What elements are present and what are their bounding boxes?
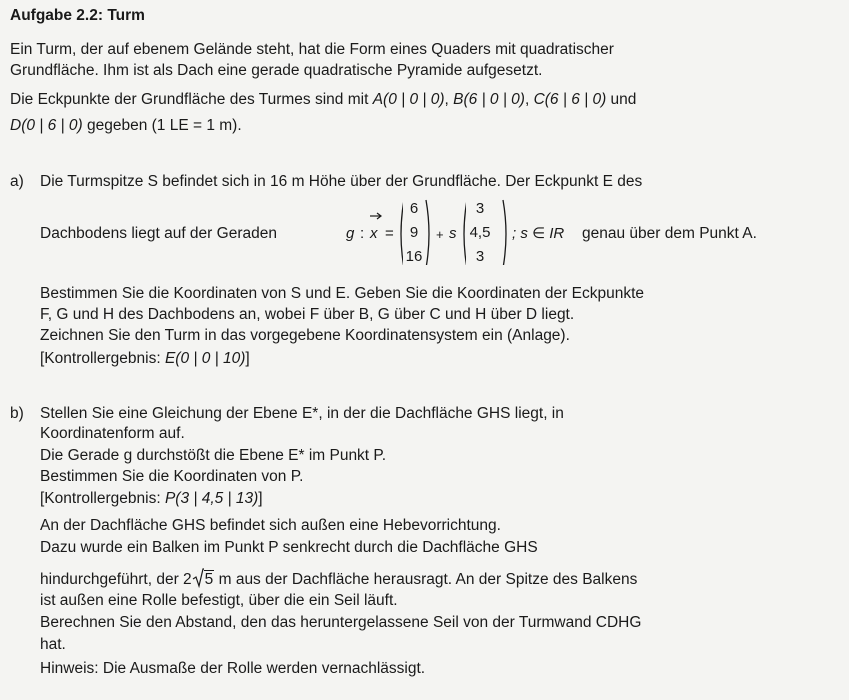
part-b-line-9: Berechnen Sie den Abstand, den das heruntergelassene Seil von der Turmwand CDHG: [40, 614, 642, 631]
task-title: Aufgabe 2.2: Turm: [10, 7, 145, 24]
sqrt-coefficient: 2: [183, 571, 192, 588]
part-b-line-4: Bestimmen Sie die Koordinaten von P.: [40, 468, 304, 485]
part-a-line-3: Bestimmen Sie die Koordinaten von S und E. Geben Sie die Koordinaten der Eckpunkte: [40, 285, 645, 302]
point-b: B(6 | 0 | 0): [453, 91, 525, 108]
intro-line-4-text: gegeben (1 LE = 1 m).: [86, 117, 242, 134]
part-a-check-close: ]: [245, 350, 250, 367]
vec1-z: 16: [405, 248, 423, 265]
eq-colon: :: [360, 225, 365, 242]
point-c: C(6 | 6 | 0): [533, 91, 607, 108]
part-b-line-1: Stellen Sie eine Gleichung der Ebene E*, in der die Dachfläche GHS liegt, in: [40, 405, 564, 422]
intro-line-3-text: Die Eckpunkte der Grundfläche des Turmes sind mit: [10, 91, 373, 108]
part-a-line-2-pre: Dachbodens liegt auf der Geraden: [40, 225, 277, 242]
right-paren-2-icon: [502, 199, 508, 265]
part-b-check: [40, 489, 263, 508]
eq-s: s: [449, 225, 457, 242]
point-e-result: E(0 | 0 | 10): [164, 350, 246, 367]
part-a-check-label: [Kontrollergebnis:: [40, 350, 165, 367]
part-a-line-2-post: genau über dem Punkt A.: [582, 225, 757, 242]
part-b-line-10: hat.: [40, 636, 66, 653]
part-a-check: [40, 349, 250, 368]
eq-x: x: [370, 225, 378, 242]
eq-g: g: [346, 225, 355, 242]
intro-line-4: [10, 116, 242, 135]
part-b-line-6: Dazu wurde ein Balken im Punkt P senkrecht durch die Dachfläche GHS: [40, 539, 538, 556]
eq-plus: +: [436, 227, 444, 242]
intro-und: und: [610, 91, 637, 108]
part-a-line-1: Die Turmspitze S befindet sich in 16 m Höhe über der Grundfläche. Der Eckpunkt E des: [40, 173, 643, 190]
vector-arrow-icon: [369, 212, 383, 220]
intro-line-3: Die Eckpunkte der Grundfläche des Turmes sind mit A(0 | 0 | 0), B(6 | 0 | 0), C(6 | 6 | 0) und: [10, 91, 637, 108]
part-b-line-7-pre: hindurchgeführt, der: [40, 571, 184, 588]
part-a-line-4: F, G und H des Dachbodens an, wobei F über B, G über C und H über D liegt.: [40, 306, 575, 323]
intro-line-1: Ein Turm, der auf ebenem Gelände steht, hat die Form eines Quaders mit quadratischer: [10, 41, 614, 58]
part-b-label: b): [10, 405, 24, 422]
part-b-hint: Hinweis: Die Ausmaße der Rolle werden vernachlässigt.: [40, 660, 426, 677]
part-b-line-2: Koordinatenform auf.: [40, 425, 185, 442]
part-b-check-label: [Kontrollergebnis:: [40, 490, 165, 507]
vec2-z: 3: [475, 248, 485, 265]
part-b-line-7: [40, 568, 637, 589]
sqrt-argument: 5: [204, 571, 214, 588]
vec1-x: 6: [409, 200, 419, 217]
point-a: A(0 | 0 | 0): [372, 91, 445, 108]
vec2-y: 4,5: [469, 224, 491, 241]
part-b-line-3: Die Gerade g durchstößt die Ebene E* im Punkt P.: [40, 447, 387, 464]
part-a-line-5: Zeichnen Sie den Turm in das vorgegebene Koordinatensystem ein (Anlage).: [40, 327, 570, 344]
part-b-line-7-post: m aus der Dachfläche herausragt. An der Spitze des Balkens: [214, 571, 638, 588]
vec2-x: 3: [475, 200, 485, 217]
part-b-line-8: ist außen eine Rolle befestigt, über die ein Seil läuft.: [40, 592, 398, 609]
part-a-label: a): [10, 173, 24, 190]
sqrt-icon: [192, 568, 204, 588]
direction-vector: [462, 199, 498, 265]
right-paren-1-icon: [425, 199, 431, 265]
vec1-y: 9: [409, 224, 419, 241]
eq-equals: =: [385, 225, 394, 242]
sqrt-expression: [183, 568, 214, 589]
part-b-line-5: An der Dachfläche GHS befindet sich außen eine Hebevorrichtung.: [40, 517, 501, 534]
point-p-result: P(3 | 4,5 | 13): [164, 490, 259, 507]
part-b-check-close: ]: [258, 490, 263, 507]
intro-line-2: Grundfläche. Ihm ist als Dach eine gerade quadratische Pyramide aufgesetzt.: [10, 62, 543, 79]
eq-condition: ; s ∈ IR: [512, 225, 565, 242]
point-d: D(0 | 6 | 0): [10, 117, 83, 134]
